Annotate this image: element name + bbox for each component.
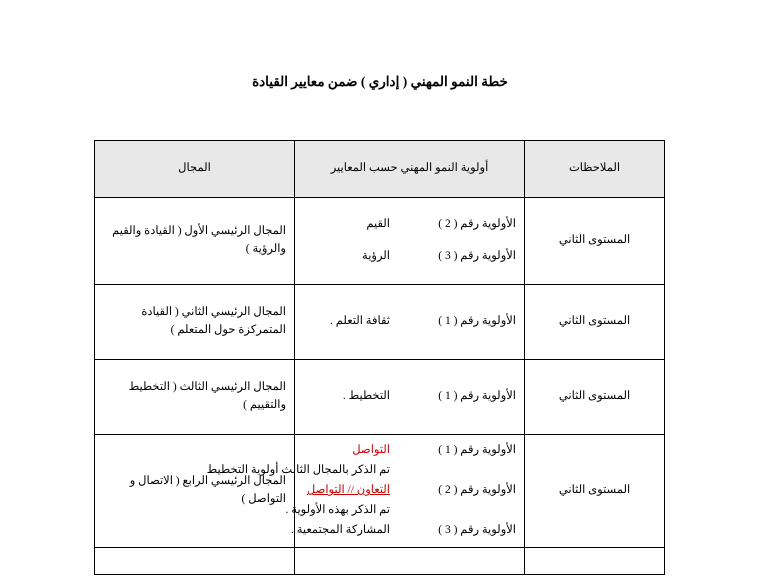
table-row [95,198,665,285]
priority-value: القيم [366,218,390,231]
cell-priority [295,548,525,575]
cell-priority [295,360,525,435]
priority-label: الأولوية رقم ( 1 ) [438,444,516,457]
priority-list [303,313,516,331]
cell-notes: المستوى الثاني [525,285,665,360]
professional-growth-plan-table [94,140,665,575]
annotation-text: تم الذكر بهذه الأولوية . [285,503,390,516]
cell-priority [295,285,525,360]
table-row-clipped [95,548,665,575]
priority-value: التعاون // التواصل [306,484,390,497]
priority-label: الأولوية رقم ( 3 ) [438,250,516,262]
priority-entry [303,482,516,500]
priority-value: الرؤية [362,250,390,262]
priority-entry [290,522,516,540]
priority-annotation [206,462,516,480]
priority-value: التخطيط . [342,390,390,403]
professional-growth-plan-table-wrapper [95,140,665,575]
table-header [95,141,665,198]
cell-notes: المستوى الثاني [525,360,665,435]
column-header-priority: أولوية النمو المهني حسب المعايير [295,141,525,198]
priority-entry [303,313,516,331]
cell-domain: المجال الرئيسي الأول ( القيادة والقيم والرؤية ) [95,198,295,285]
priority-entry [303,216,516,234]
priority-list [303,388,516,406]
priority-value: المشاركة المجتمعية . [290,523,390,536]
cell-notes: المستوى الثاني [525,198,665,285]
cell-notes [525,548,665,575]
priority-label: الأولوية رقم ( 1 ) [438,390,516,403]
priority-label: الأولوية رقم ( 3 ) [438,523,516,536]
cell-domain: المجال الرئيسي الرابع ( الاتصال و التواصل ) [95,435,295,548]
table-row [95,285,665,360]
cell-priority [295,198,525,285]
column-header-domain: المجال [95,141,295,198]
cell-domain: المجال الرئيسي الثالث ( التخطيط والتقييم ) [95,360,295,435]
table-row [95,435,665,548]
table-header-row [95,141,665,198]
column-header-notes: الملاحظات [525,141,665,198]
cell-domain: المجال الرئيسي الثاني ( القيادة المتمركزة حول المتعلم ) [95,285,295,360]
priority-label: الأولوية رقم ( 1 ) [438,315,516,328]
priority-annotation [285,502,516,520]
priority-entry [303,248,516,266]
annotation-text: تم الذكر بالمجال الثالث أولوية التخطيط [206,464,390,477]
cell-notes: المستوى الثاني [525,435,665,548]
page-title: خطة النمو المهني ( إداري ) ضمن معايير القيادة [252,74,508,89]
table-row [95,360,665,435]
priority-label: الأولوية رقم ( 2 ) [438,218,516,231]
table-body [95,198,665,575]
priority-entry [303,442,516,460]
cell-domain [95,548,295,575]
priority-value: ثقافة التعلم . [330,315,390,328]
priority-value: التواصل [352,444,390,457]
priority-entry [303,388,516,406]
priority-label: الأولوية رقم ( 2 ) [438,484,516,497]
priority-list [303,216,516,266]
